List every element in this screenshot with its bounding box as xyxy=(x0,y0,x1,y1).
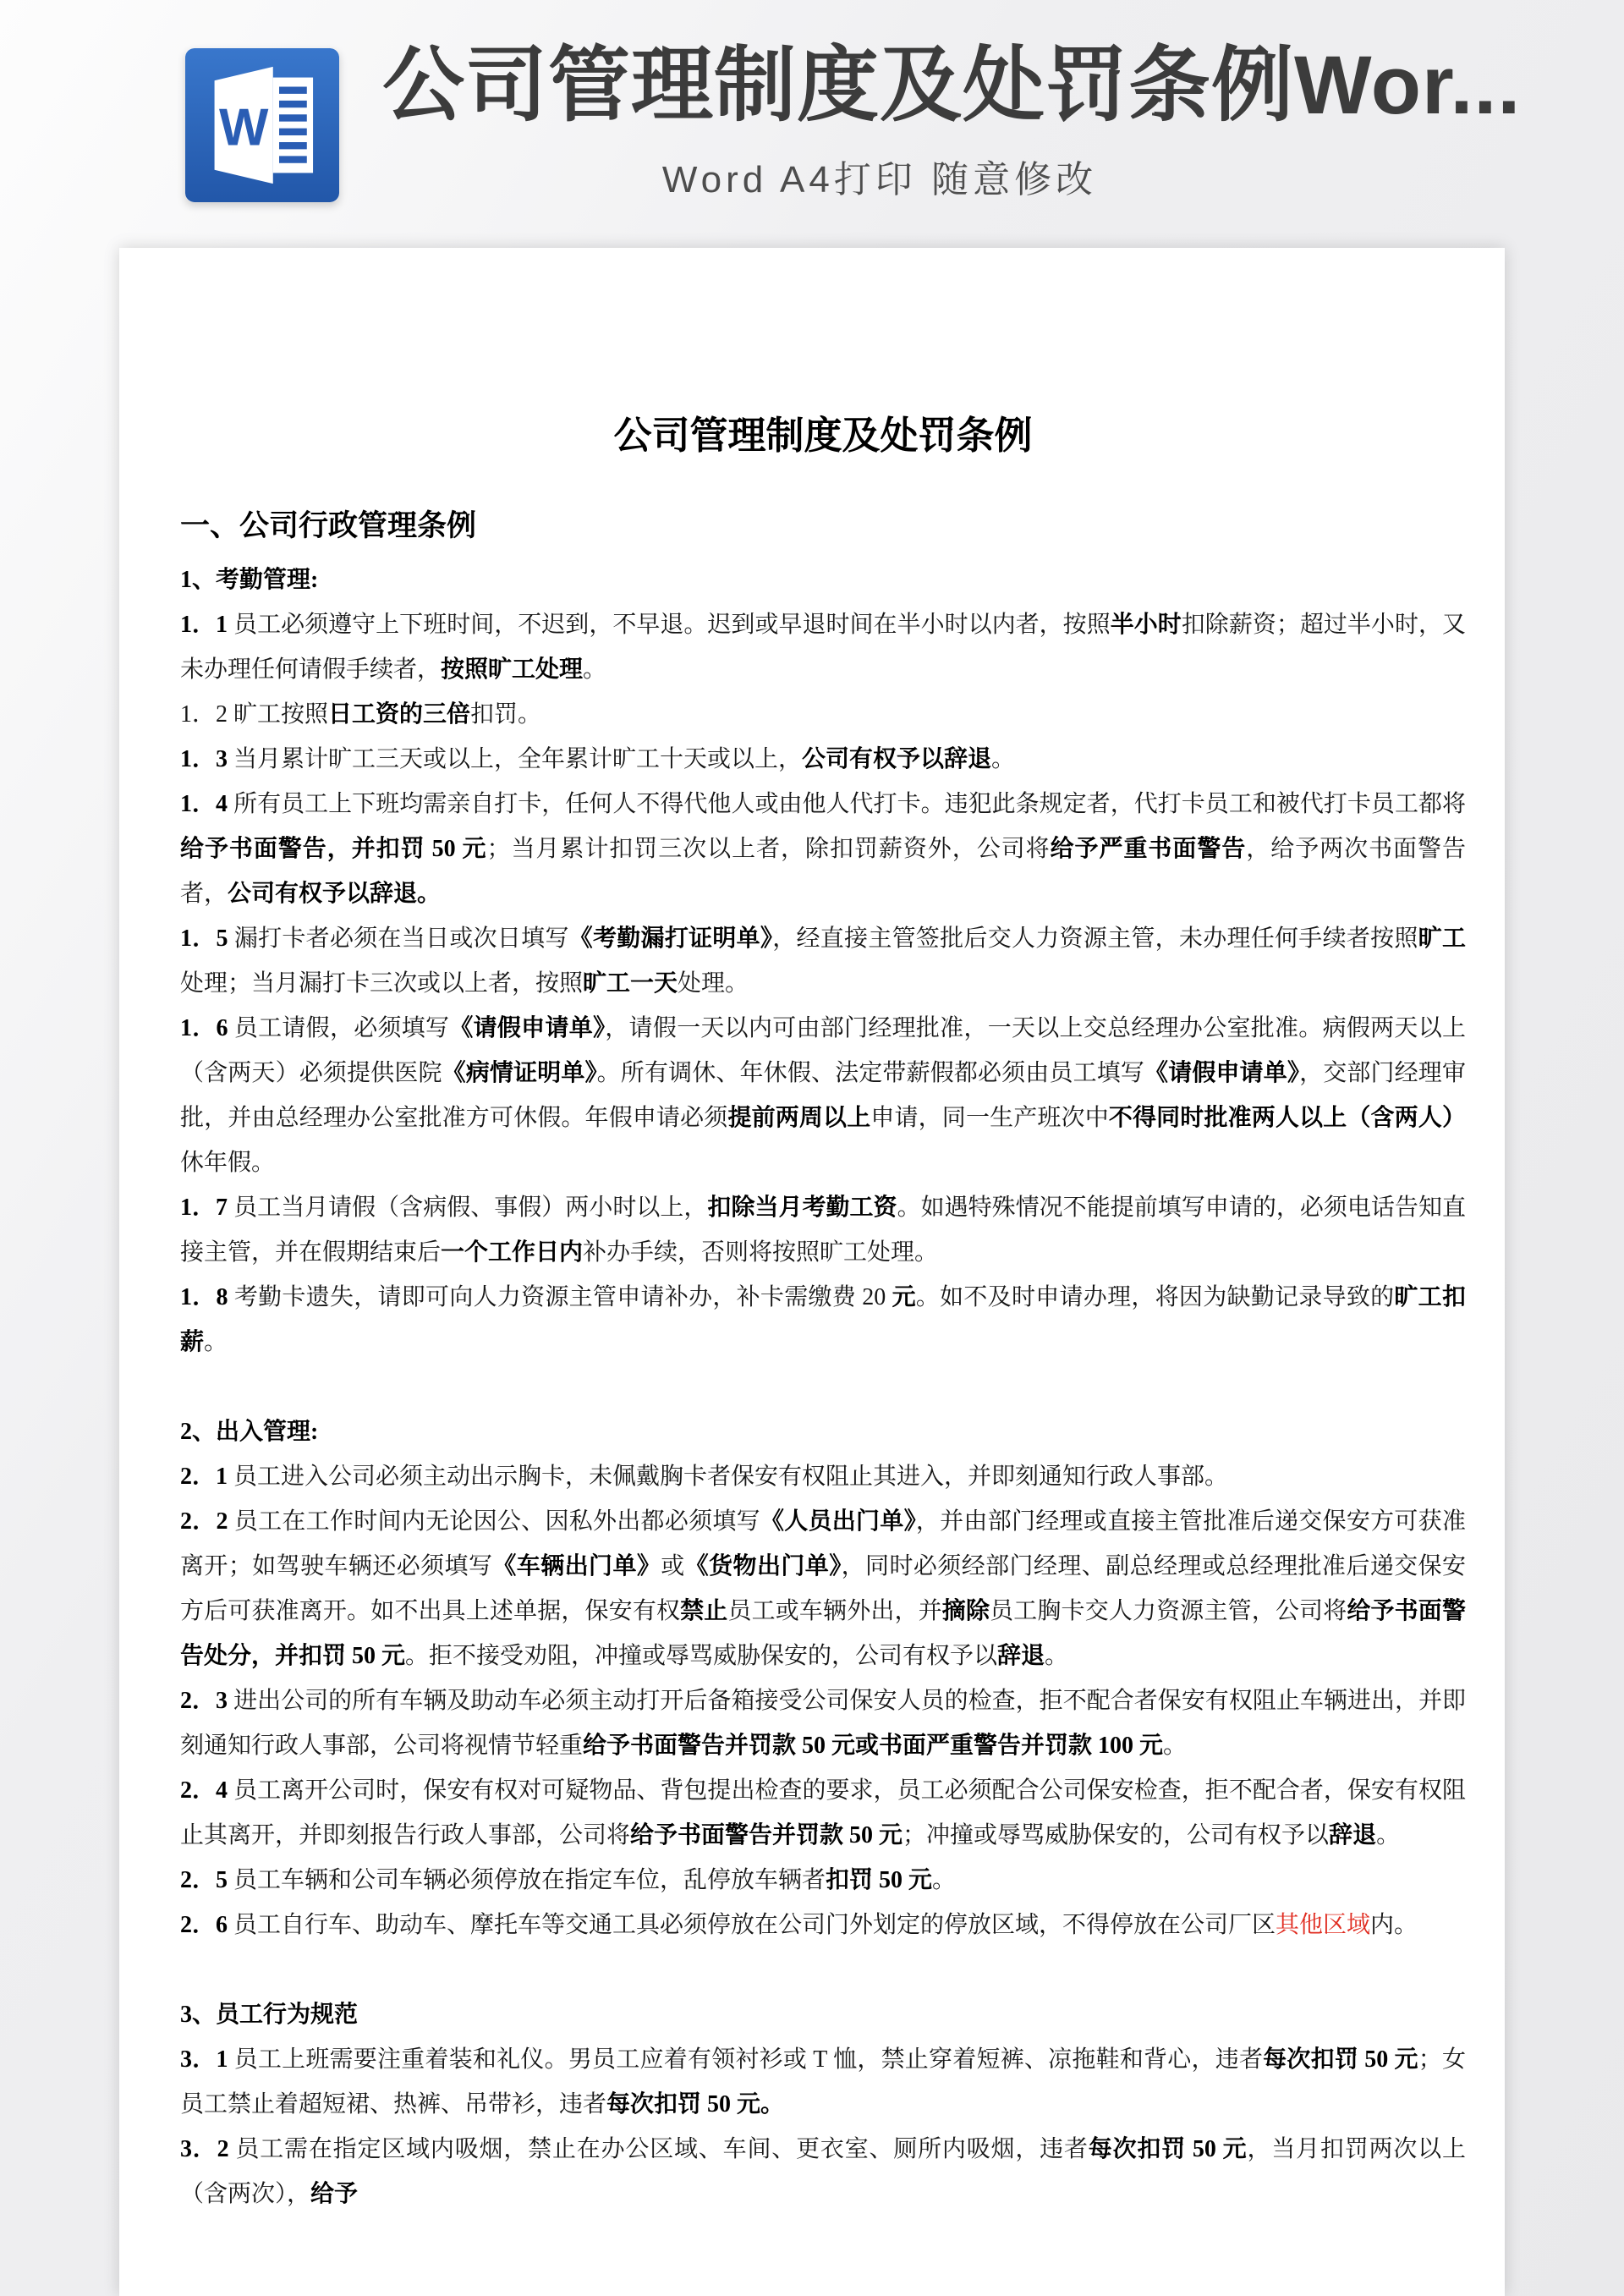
bold-text: 旷工一天 xyxy=(583,970,678,997)
body-text: 当月累计旷工三天或以上，全年累计旷工十天或以上， xyxy=(233,746,803,772)
body-text: 员工在工作时间内无论因公、因私外出都必须填写 xyxy=(233,1508,760,1535)
bold-text: 不得同时批准两人以上（含两人） xyxy=(1108,1105,1466,1131)
bold-text: 给予书面警告，并扣罚 50 元 xyxy=(180,836,487,862)
bold-text: 辞退 xyxy=(1329,1822,1377,1848)
body-text: 员工或车辆外出，并 xyxy=(727,1598,942,1624)
paragraph xyxy=(180,2037,1466,2127)
bold-text: 给予严重书面警告 xyxy=(1050,836,1247,862)
body-text: 员工胸卡交人力资源主管，公司将 xyxy=(990,1598,1347,1624)
bold-text: 禁止 xyxy=(680,1598,728,1624)
body-text: 员工车辆和公司车辆必须停放在指定车位，乱停放车辆者 xyxy=(233,1867,826,1893)
paragraph xyxy=(180,1768,1466,1858)
body-text: 内。 xyxy=(1370,1912,1418,1938)
header xyxy=(0,0,1624,248)
subsection-heading: 3、员工行为规范 xyxy=(180,2002,359,2028)
body-text: 员工需在指定区域内吸烟，禁止在办公区域、车间、更衣室、厕所内吸烟，违者 xyxy=(235,2136,1089,2162)
subsection-heading: 1、考勤管理: xyxy=(180,567,319,593)
paragraph xyxy=(180,1454,1466,1499)
bold-text: 每次扣罚 50 元 xyxy=(1088,2136,1248,2162)
body-text: ，同时必须经部门经理、副总经理或总经理批准后递交保安方后可获准离开。如不出具上述单据，保安有权 xyxy=(180,1553,1466,1624)
bold-text: 《车辆出门单》 xyxy=(492,1553,661,1579)
body-text: 处理。 xyxy=(678,970,749,997)
bold-text: 2．5 xyxy=(180,1867,234,1893)
bold-text: 每次扣罚 50 元。 xyxy=(606,2091,785,2117)
page-subtitle: Word A4打印 随意修改 xyxy=(661,159,1098,200)
body-text: ，交部门经理审批，并由总经理办公室批准方可休假。年假申请必须 xyxy=(180,1060,1466,1131)
section-heading: 一、公司行政管理条例 xyxy=(180,509,477,542)
body-text: ，并由部门经理或直接主管批准后递交保安方可获准离开；如驾驶车辆还必须填写 xyxy=(180,1508,1466,1579)
paragraph xyxy=(180,1275,1466,1365)
bold-text: 1．8 xyxy=(180,1284,234,1310)
body-text: ，当月扣罚两次以上（含两次）， xyxy=(180,2136,1466,2207)
document-page xyxy=(119,248,1505,2296)
paragraph xyxy=(180,2127,1466,2216)
body-text: 补办手续，否则将按照旷工处理。 xyxy=(583,1239,939,1266)
word-icon xyxy=(185,48,339,202)
body-text: 员工上班需要注重着装和礼仪。男员工应着有领衬衫或 T 恤，禁止穿着短裤、凉拖鞋和背心，违者 xyxy=(233,2046,1264,2073)
bold-text: 1．5 xyxy=(180,926,234,952)
bold-text: 1．4 xyxy=(180,791,234,817)
paragraph xyxy=(180,737,1466,782)
bold-text: 提前两周以上 xyxy=(727,1105,871,1131)
bold-text: 2．3 xyxy=(180,1688,234,1714)
body-text: 员工进入公司必须主动出示胸卡，未佩戴胸卡者保安有权阻止其进入，并即刻通知行政人事部。 xyxy=(233,1464,1229,1490)
paragraph xyxy=(180,602,1466,692)
body-text: 扣除薪资；超过半小时，又未办理任何请假手续者， xyxy=(180,612,1466,683)
subsection-heading: 2、出入管理: xyxy=(180,1419,319,1445)
highlight-red-text: 其他区域 xyxy=(1276,1912,1371,1938)
document-body xyxy=(180,505,1466,2216)
bold-text: 元 xyxy=(892,1284,916,1310)
body-text: 。所有调休、年休假、法定带薪假都必须由员工填写 xyxy=(596,1060,1145,1086)
page-title: 公司管理制度及处罚条例Wor... xyxy=(382,39,1522,131)
bold-text: 旷工扣薪 xyxy=(180,1284,1466,1355)
body-text: 。拒不接受劝阻，冲撞或辱骂威胁保安的，公司有权予以 xyxy=(405,1643,998,1669)
bold-text: 2．4 xyxy=(180,1777,234,1804)
bold-text: 《考勤漏打证明单》 xyxy=(568,926,773,952)
body-text: 员工请假，必须填写 xyxy=(233,1015,450,1041)
body-text: 员工必须遵守上下班时间，不迟到，不早退。迟到或早退时间在半小时以内者，按照 xyxy=(233,612,1111,638)
bold-text: 扣除当月考勤工资 xyxy=(707,1195,897,1221)
svg-text:W: W xyxy=(218,98,269,157)
paragraph xyxy=(180,1006,1466,1185)
paragraph xyxy=(180,916,1466,1006)
body-text: 1．2 旷工按照 xyxy=(180,701,329,728)
body-text: 处理；当月漏打卡三次或以上者，按照 xyxy=(180,970,584,997)
body-text: 员工离开公司时，保安有权对可疑物品、背包提出检查的要求，员工必须配合公司保安检查，拒不配合者，保安有权阻止其离开，并即刻报告行政人事部，公司将 xyxy=(180,1777,1466,1848)
body-text: 员工当月请假（含病假、事假）两小时以上， xyxy=(233,1195,708,1221)
bold-text: 给予 xyxy=(310,2181,359,2207)
body-text: 漏打卡者必须在当日或次日填写 xyxy=(233,926,569,952)
body-text: 或 xyxy=(661,1553,685,1579)
bold-text: 2．6 xyxy=(180,1912,234,1938)
body-text: 进出公司的所有车辆及助动车必须主动打开后备箱接受公司保安人员的检查，拒不配合者保安有权阻止车辆进出，并即刻通知行政人事部，公司将视情节轻重 xyxy=(180,1688,1466,1759)
bold-text: 3．2 xyxy=(180,2136,236,2162)
bold-text: 公司有权予以辞退。 xyxy=(228,881,442,907)
body-text: 扣罚。 xyxy=(470,701,542,728)
bold-text: 每次扣罚 50 元 xyxy=(1263,2046,1418,2073)
bold-text: 《请假申请单》 xyxy=(1144,1060,1300,1086)
body-text: ，给予两次书面警告者， xyxy=(180,836,1466,907)
bold-text: 1．3 xyxy=(180,746,234,772)
body-text: ；女员工禁止着超短裙、热裤、吊带衫，违者 xyxy=(180,2046,1466,2117)
bold-text: 公司有权予以辞退 xyxy=(802,746,992,772)
bold-text: 辞退 xyxy=(997,1643,1045,1669)
body-text: 考勤卡遗失，请即可向人力资源主管申请补办，补卡需缴费 20 xyxy=(233,1284,892,1310)
body-text: 。 xyxy=(932,1867,957,1893)
bold-text: 《请假申请单》 xyxy=(449,1015,606,1041)
paragraph xyxy=(180,1858,1466,1903)
bold-text: 《病情证明单》 xyxy=(442,1060,597,1086)
body-text: 。 xyxy=(204,1329,228,1355)
bold-text: 1．7 xyxy=(180,1195,234,1221)
bold-text: 《货物出门单》 xyxy=(684,1553,842,1579)
paragraph xyxy=(180,782,1466,916)
bold-text: 摘除 xyxy=(941,1598,990,1624)
bold-text: 2．1 xyxy=(180,1464,234,1490)
bold-text: 2．2 xyxy=(180,1508,234,1535)
bold-text: 日工资的三倍 xyxy=(328,701,471,728)
bold-text: 给予书面警告并罚款 50 元 xyxy=(630,1822,903,1848)
document-title: 公司管理制度及处罚条例 xyxy=(613,415,1033,457)
body-text: 。 xyxy=(1045,1643,1069,1669)
body-text: ；冲撞或辱骂威胁保安的，公司有权予以 xyxy=(903,1822,1330,1848)
body-text: ，请假一天以内可由部门经理批准，一天以上交总经理办公室批准。病假两天以上（含两天）必须提供医院 xyxy=(180,1015,1466,1086)
paragraph xyxy=(180,1185,1466,1275)
bold-text: 3．1 xyxy=(180,2046,234,2073)
bold-text: 半小时 xyxy=(1110,612,1182,638)
bold-text: 扣罚 50 元 xyxy=(826,1867,933,1893)
paragraph xyxy=(180,1499,1466,1678)
body-text: 。 xyxy=(991,746,1016,772)
body-text: ；当月累计扣罚三次以上者，除扣罚薪资外，公司将 xyxy=(486,836,1051,862)
body-text: 申请，同一生产班次中 xyxy=(870,1105,1109,1131)
bold-text: 按照旷工处理 xyxy=(441,656,584,683)
body-text: 。 xyxy=(583,656,607,683)
bold-text: 旷工 xyxy=(1418,926,1466,952)
body-text: ，经直接主管签批后交人力资源主管，未办理任何手续者按照 xyxy=(772,926,1418,952)
body-text: 。 xyxy=(1376,1822,1401,1848)
body-text: 。如不及时申请办理，将因为缺勤记录导致的 xyxy=(915,1284,1395,1310)
body-text: 所有员工上下班均需亲自打卡，任何人不得代他人或由他人代打卡。违犯此条规定者，代打卡员工和被代打卡员工都将 xyxy=(233,791,1466,817)
body-text: 。 xyxy=(1163,1733,1188,1759)
bold-text: 1．1 xyxy=(180,612,234,638)
bold-text: 一个工作日内 xyxy=(441,1239,584,1266)
bold-text: 给予书面警告并罚款 50 元或书面严重警告并罚款 100 元 xyxy=(583,1733,1164,1759)
bold-text: 1．6 xyxy=(180,1015,234,1041)
paragraph xyxy=(180,1903,1466,1947)
body-text: 员工自行车、助动车、摩托车等交通工具必须停放在公司门外划定的停放区域，不得停放在公司厂区 xyxy=(233,1912,1276,1938)
bold-text: 给予书面警告处分，并扣罚 50 元 xyxy=(180,1598,1466,1669)
body-text: 。如遇特殊情况不能提前填写申请的，必须电话告知直接主管，并在假期结束后 xyxy=(180,1195,1466,1266)
paragraph xyxy=(180,1678,1466,1768)
bold-text: 《人员出门单》 xyxy=(760,1508,916,1535)
body-text: 休年假。 xyxy=(180,1150,276,1176)
paragraph xyxy=(180,692,1466,737)
